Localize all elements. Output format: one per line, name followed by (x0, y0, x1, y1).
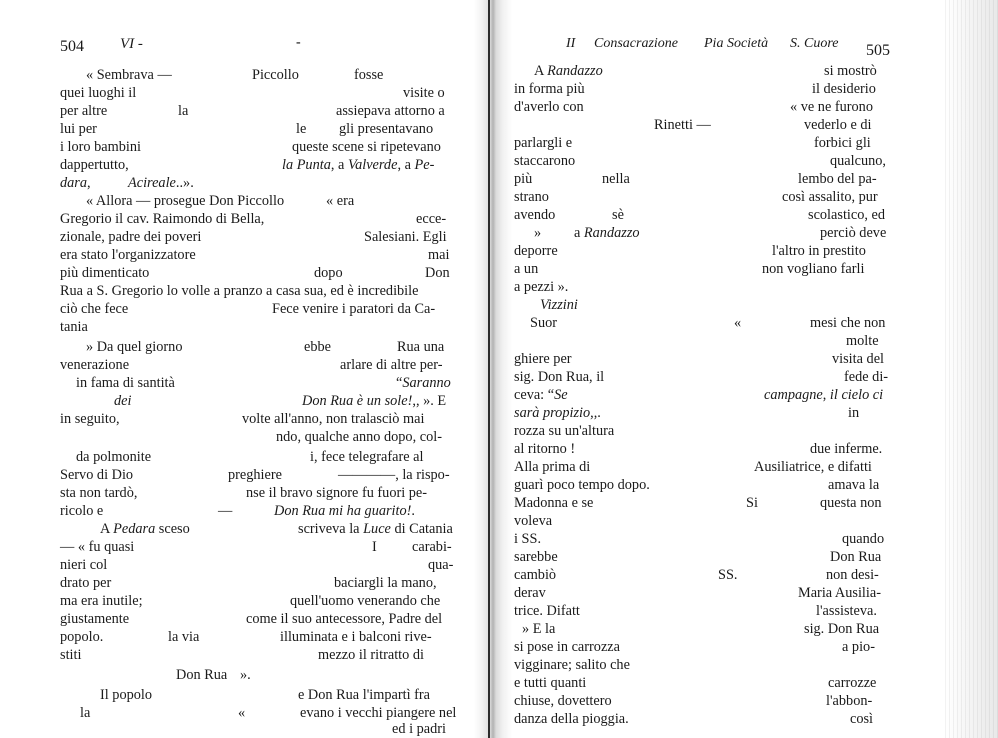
text-line: derav (514, 585, 546, 601)
text-line: Gregorio il cav. Raimondo di Bella, (60, 211, 265, 227)
text-line: Rua a S. Gregorio lo volle a pranzo a casa sua, ed è incredibile (60, 283, 419, 299)
text-line: deporre (514, 243, 558, 259)
text-line: strano (514, 189, 549, 205)
text-line: illuminata e i balconi rive- (280, 629, 432, 645)
text-line: Madonna e se (514, 495, 594, 511)
text-line: queste scene si ripetevano (292, 139, 441, 155)
text-line: « (238, 705, 246, 721)
text-line: ghiere per (514, 351, 572, 367)
text-line: « Allora — prosegue Don Piccollo (86, 193, 285, 209)
text-line: così (850, 711, 874, 727)
text-line: ceva: “Se (514, 387, 568, 403)
text-line: perciò deve (820, 225, 887, 241)
text-line: fosse (354, 67, 384, 83)
text-line: ecce- (416, 211, 447, 227)
text-line: la via (168, 629, 200, 645)
text-line: Don Rua (176, 667, 228, 683)
text-line: quei luoghi il (60, 85, 137, 101)
text-line: la (80, 705, 91, 721)
text-line: così assalito, pur (782, 189, 878, 205)
text-line: la Punta, a Valverde, a Pe- (282, 157, 435, 173)
text-line: e Don Rua l'impartì fra (298, 687, 431, 703)
text-line: a pezzi ». (514, 279, 569, 295)
text-line: nella (602, 171, 630, 187)
text-line: nieri col (60, 557, 108, 573)
text-line: volte all'anno, non tralasciò mai (242, 411, 425, 427)
text-line: « ve ne furono (790, 99, 873, 115)
text-line: dappertutto, (60, 157, 129, 173)
text-line: avendo (514, 207, 556, 223)
text-line: non desi- (826, 567, 879, 583)
text-line: lui per (60, 121, 97, 137)
text-line: amava la (828, 477, 880, 493)
text-line: in fama di santità (76, 375, 175, 391)
text-line: ma era inutile; (60, 593, 143, 609)
text-line: » (534, 225, 542, 241)
text-line: stiti (60, 647, 82, 663)
text-line: scolastico, ed (808, 207, 886, 223)
right-page (486, 0, 998, 738)
text-line: due inferme. (810, 441, 883, 457)
running-head-section: Pia Società (704, 36, 769, 51)
text-line: sarebbe (514, 549, 558, 565)
text-line: rozza su un'altura (514, 423, 615, 439)
text-line: molte (846, 333, 879, 349)
text-line: I (372, 539, 377, 555)
text-line: qualcuno, (830, 153, 886, 169)
text-line: quell'uomo venerando che (290, 593, 441, 609)
text-line: ». (240, 667, 251, 683)
page-number: 505 (866, 42, 890, 59)
text-line: A Pedara sceso (100, 521, 190, 537)
text-line: Piccollo (252, 67, 299, 83)
text-line: ciò che fece (60, 301, 129, 317)
text-line: voleva (514, 513, 553, 529)
text-line: scriveva la Luce di Catania (298, 521, 453, 537)
text-line: venerazione (60, 357, 130, 373)
text-line: le (296, 121, 307, 137)
text-line: — « fu quasi (60, 539, 135, 555)
text-line: Don Rua è un sole!,, ». E (302, 393, 447, 409)
running-head-subsection: S. Cuore (790, 36, 839, 51)
text-line: « era (326, 193, 355, 209)
text-line: come il suo antecessore, Padre del (246, 611, 443, 627)
text-line: Vizzini (540, 297, 578, 313)
text-line: e tutti quanti (514, 675, 587, 691)
text-line: si pose in carrozza (514, 639, 620, 655)
text-line: forbici gli (814, 135, 871, 151)
text-line: non vogliano farli (762, 261, 865, 277)
text-line: visite o (403, 85, 445, 101)
text-line: la (178, 103, 189, 119)
text-line: Fece venire i paratori da Ca- (272, 301, 436, 317)
text-line: Si (746, 495, 758, 511)
text-line: — (218, 503, 233, 519)
text-line: evano i vecchi piangere nel (300, 705, 457, 721)
text-line: Il popolo (100, 687, 153, 703)
text-line: mezzo il ritratto di (318, 647, 424, 663)
text-line: d'averlo con (514, 99, 584, 115)
text-line: trice. Difatt (514, 603, 580, 619)
text-line: qua- (428, 557, 454, 573)
text-line: drato per (60, 575, 112, 591)
left-page (0, 0, 482, 738)
page-number: 504 (60, 38, 84, 55)
text-line: Ausiliatrice, e difatti (754, 459, 872, 475)
text-line: al ritorno ! (514, 441, 576, 457)
text-line: a Randazzo (574, 225, 640, 241)
text-line: dopo (314, 265, 343, 281)
text-line: l'altro in prestito (772, 243, 866, 259)
running-head-chapter: II (566, 36, 576, 51)
text-line: in seguito, (60, 411, 120, 427)
text-line: si mostrò (824, 63, 877, 79)
text-line: Salesiani. Egli (364, 229, 447, 245)
text-line: popolo. (60, 629, 104, 645)
text-line: sig. Don Rua (804, 621, 880, 637)
text-line: mesi che non (810, 315, 886, 331)
text-line: parlargli e (514, 135, 573, 151)
text-line: a pio- (842, 639, 875, 655)
text-line: preghiere (228, 467, 282, 483)
text-line: era stato l'organizzatore (60, 247, 196, 263)
text-line: gli presentavano (339, 121, 434, 137)
text-line: « (734, 315, 742, 331)
text-line: Servo di Dio (60, 467, 134, 483)
text-line: visita del (832, 351, 885, 367)
running-head-mark: - (296, 35, 301, 50)
text-line: Suor (530, 315, 558, 331)
text-line: A Randazzo (534, 63, 603, 79)
text-line: carabi- (412, 539, 452, 555)
text-line: ricolo e (60, 503, 104, 519)
text-line: più (514, 171, 533, 187)
text-line: zionale, padre dei poveri (60, 229, 202, 245)
text-line: ed i padri (392, 721, 446, 737)
text-line: da polmonite (76, 449, 152, 465)
text-line: i loro bambini (60, 139, 142, 155)
text-line: carrozze (828, 675, 877, 691)
running-head-title: Consacrazione (594, 36, 678, 51)
text-line: ndo, qualche anno dopo, col- (276, 429, 442, 445)
text-line: arlare di altre per- (340, 357, 443, 373)
text-line: nse il bravo signore fu fuori pe- (246, 485, 428, 501)
text-line: dara, (60, 175, 91, 191)
text-line: staccarono (514, 153, 576, 169)
text-line: danza della pioggia. (514, 711, 629, 727)
text-line: questa non (820, 495, 882, 511)
text-line: ————, la rispo- (338, 467, 450, 483)
text-line: fede di- (844, 369, 889, 385)
text-line: in (848, 405, 860, 421)
text-line: guarì poco tempo dopo. (514, 477, 650, 493)
text-line: Don Rua (830, 549, 882, 565)
text-line: i SS. (514, 531, 542, 547)
text-line: l'assisteva. (816, 603, 877, 619)
text-line: sig. Don Rua, il (514, 369, 605, 385)
text-line: Alla prima di (514, 459, 591, 475)
text-line: giustamente (60, 611, 130, 627)
text-line: sta non tardò, (60, 485, 138, 501)
text-line: SS. (718, 567, 738, 583)
text-line: quando (842, 531, 885, 547)
text-line: il desiderio (812, 81, 876, 97)
text-line: Rinetti — (654, 117, 711, 133)
text-line: Rua una (397, 339, 445, 355)
text-line: campagne, il cielo ci (764, 387, 884, 403)
text-line: cambiò (514, 567, 557, 583)
text-line: sarà propizio,,. (514, 405, 601, 421)
text-line: lembo del pa- (798, 171, 877, 187)
text-line: mai (428, 247, 450, 263)
text-line: baciargli la mano, (334, 575, 437, 591)
text-line: Maria Ausilia- (798, 585, 881, 601)
text-line: Acireale..». (128, 175, 194, 191)
text-line: tania (60, 319, 88, 335)
text-line: Don Rua mi ha guarito!. (274, 503, 415, 519)
text-line: in forma più (514, 81, 585, 97)
text-line: chiuse, dovettero (514, 693, 612, 709)
text-line: ebbe (304, 339, 331, 355)
text-line: per altre (60, 103, 108, 119)
running-head: VI - (120, 36, 143, 52)
text-line: “Saranno (396, 375, 451, 391)
text-line: Don (425, 265, 450, 281)
text-line: a un (514, 261, 539, 277)
text-line: più dimenticato (60, 265, 150, 281)
text-line: vigginare; salito che (514, 657, 630, 673)
text-line: » Da quel giorno (86, 339, 183, 355)
text-line: » E la (522, 621, 556, 637)
text-line: vederlo e di (804, 117, 872, 133)
text-line: assiepava attorno a (336, 103, 445, 119)
text-line: « Sembrava — (86, 67, 172, 83)
text-line: dei (114, 393, 132, 409)
text-line: i, fece telegrafare al (310, 449, 424, 465)
text-line: l'abbon- (826, 693, 873, 709)
text-line: sè (612, 207, 624, 223)
